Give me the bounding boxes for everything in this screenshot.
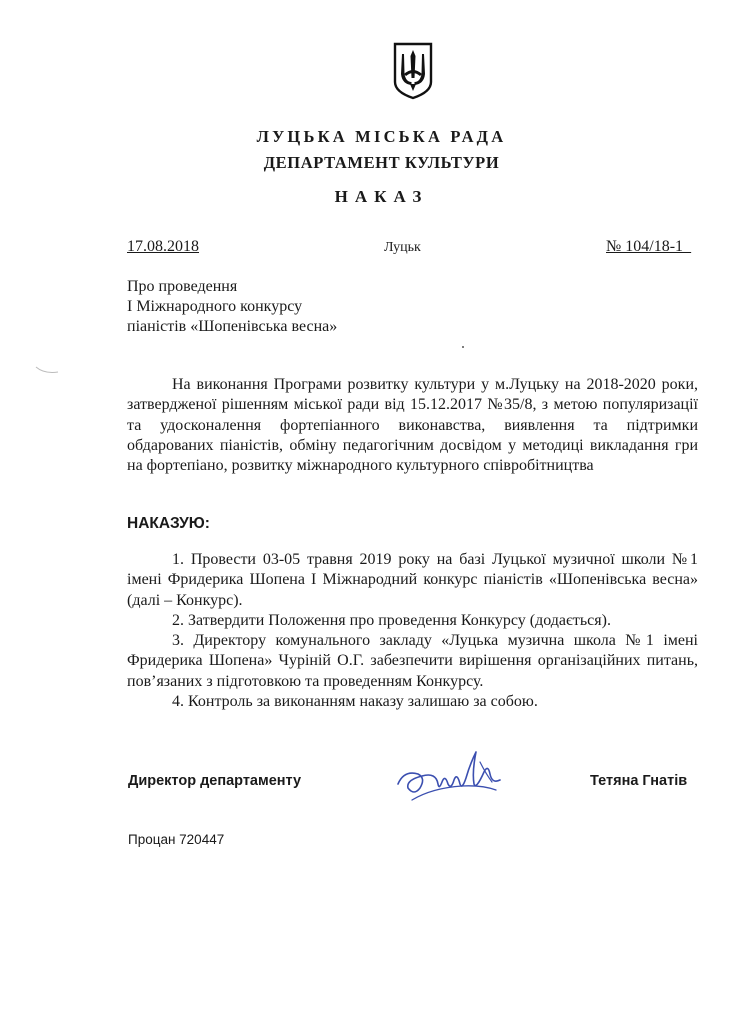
ordering-word: НАКАЗУЮ: xyxy=(127,515,210,532)
order-item: 4. Контроль за виконанням наказу залишаю за собою. xyxy=(172,693,538,711)
order-items xyxy=(127,550,698,712)
subject-line: І Міжнародного конкурсу xyxy=(127,298,303,315)
order-number: № 104/18-1_ xyxy=(606,238,692,255)
handwritten-signature xyxy=(392,744,512,806)
order-date: 17.08.2018 xyxy=(127,238,199,255)
executor-contact: Процан 720447 xyxy=(128,832,225,847)
order-item: 1. Провести 03-05 травня 2019 року на базі Луцької музичної школи №1 імені Фридерика Шопена І Міжнародний конкурс піаністів «Шопенівська весна» (далі – Конкурс). xyxy=(127,551,698,609)
trident-coat-of-arms-icon xyxy=(392,42,434,100)
document-type: НАКАЗ xyxy=(334,187,429,206)
signatory-title: Директор департаменту xyxy=(128,773,302,789)
subject-line: піаністів «Шопенівська весна» xyxy=(127,318,338,335)
scan-hole-mark xyxy=(34,364,60,376)
subject-line: Про проведення xyxy=(127,278,238,295)
council-name: ЛУЦЬКА МІСЬКА РАДА xyxy=(256,127,507,146)
scan-speck xyxy=(462,346,464,348)
order-subject xyxy=(127,277,337,337)
department-name: ДЕПАРТАМЕНТ КУЛЬТУРИ xyxy=(263,153,500,172)
preamble-paragraph: На виконання Програми розвитку культури у м.Луцьку на 2018-2020 роки, затвердженої рішенням міської ради від 15.12.2017 №35/8, з метою популяризації та удосконалення фортепіанного виконавства, виявлення та підтримки обдарованих піаністів, обміну педагогічним досвідом у методиці викладання гри на фортепіано, розвитку міжнародного культурного співробітництва xyxy=(127,376,698,475)
order-item: 2. Затвердити Положення про проведення Конкурсу (додається). xyxy=(172,611,611,629)
signatory-name: Тетяна Гнатів xyxy=(590,773,688,789)
order-city: Луцьк xyxy=(384,240,421,255)
order-item: 3. Директору комунального закладу «Луцька музична школа №1 імені Фридерика Шопена» Чуріній О.Г. забезпечити вирішення організаційних питань, пов’язаних з підготовкою та проведенням Конкурсу. xyxy=(127,632,698,690)
